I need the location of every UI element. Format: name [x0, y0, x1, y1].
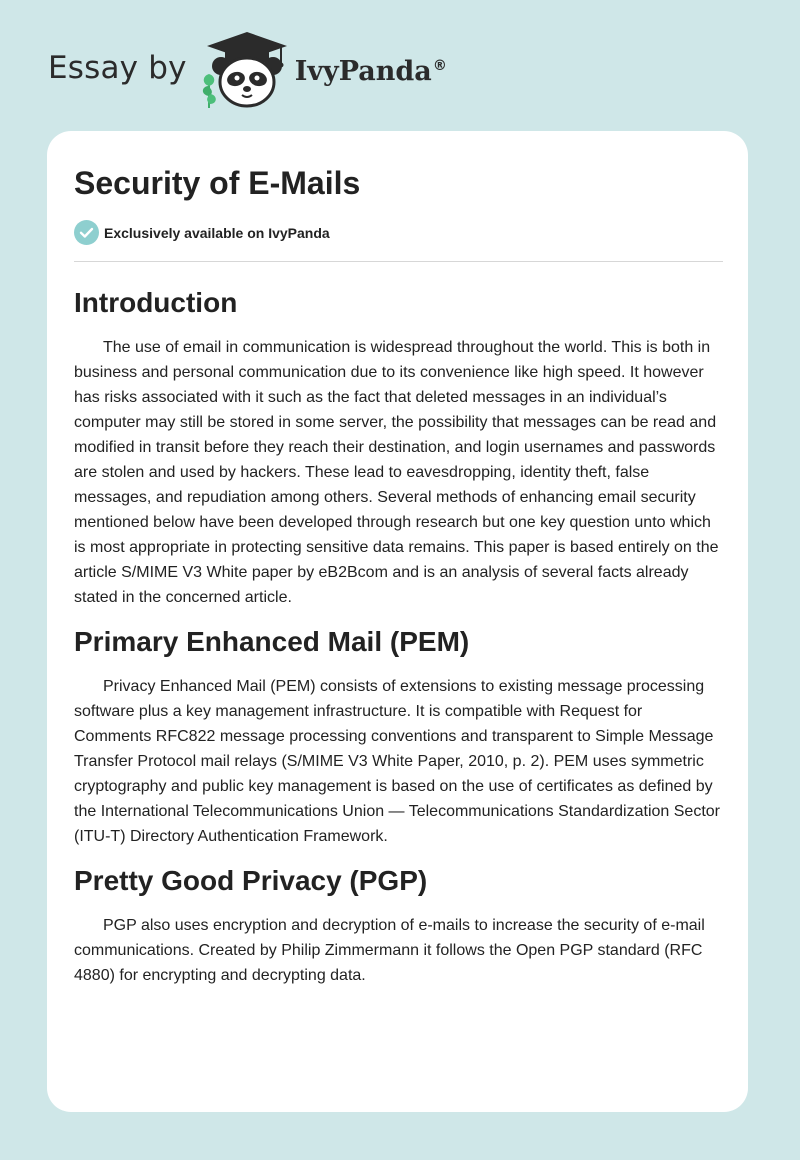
section-introduction — [74, 281, 724, 610]
section-heading: Primary Enhanced Mail (PEM) — [74, 626, 470, 657]
page-title: Security of E-Mails — [74, 165, 361, 201]
ivypanda-logo-icon[interactable] — [201, 30, 293, 110]
essay-body — [74, 281, 724, 998]
exclusive-badge-label: Exclusively available on IvyPanda — [104, 224, 330, 241]
section-pgp — [74, 859, 724, 988]
brand-header — [48, 30, 447, 110]
section-heading: Pretty Good Privacy (PGP) — [74, 865, 428, 896]
title-divider — [74, 261, 723, 262]
brand-name: IvyPanda® — [294, 55, 447, 87]
section-heading: Introduction — [74, 287, 238, 318]
brand-prefix: Essay by — [48, 50, 187, 86]
check-circle-icon — [74, 220, 99, 245]
section-paragraph: PGP also uses encryption and decryption of e-mails to increase the security of e-mail communications. Created by Philip Zimmermann it follows the Open PGP standard (RFC 4880) for encrypting and decrypting data. — [74, 917, 705, 984]
section-pem — [74, 620, 724, 849]
section-paragraph: The use of email in communication is widespread throughout the world. This is both in business and personal communication due to its convenience like high speed. It however has risks associated with it such as the fact that deleted messages in an individual’s computer may still be stored in some server, the possibility that messages can be read and modified in transit before they reach their destination, and login usernames and passwords are stolen and used by hackers. These lead to eavesdropping, identity theft, false messages, and repudiation among others. Several methods of enhancing email security mentioned below have been developed through research but one key question unto which is most appropriate in protecting sensitive data remains. This paper is based entirely on the article S/MIME V3 White paper by eB2Bcom and is an analysis of several facts already stated in the concerned article. — [74, 339, 719, 606]
section-paragraph: Privacy Enhanced Mail (PEM) consists of extensions to existing message processing software plus a key management infrastructure. It is compatible with Request for Comments RFC822 message processing conventions and transparent to Simple Message Transfer Protocol mail relays (S/MIME V3 White Paper, 2010, p. 2). PEM uses symmetric cryptography and public key management is based on the use of certificates as defined by the International Telecommunications Union — Telecommunications Standardization Sector (ITU-T) Directory Authentication Framework. — [74, 678, 720, 845]
essay-card — [47, 131, 748, 1112]
registered-mark: ® — [432, 57, 447, 74]
exclusive-badge — [74, 220, 330, 245]
